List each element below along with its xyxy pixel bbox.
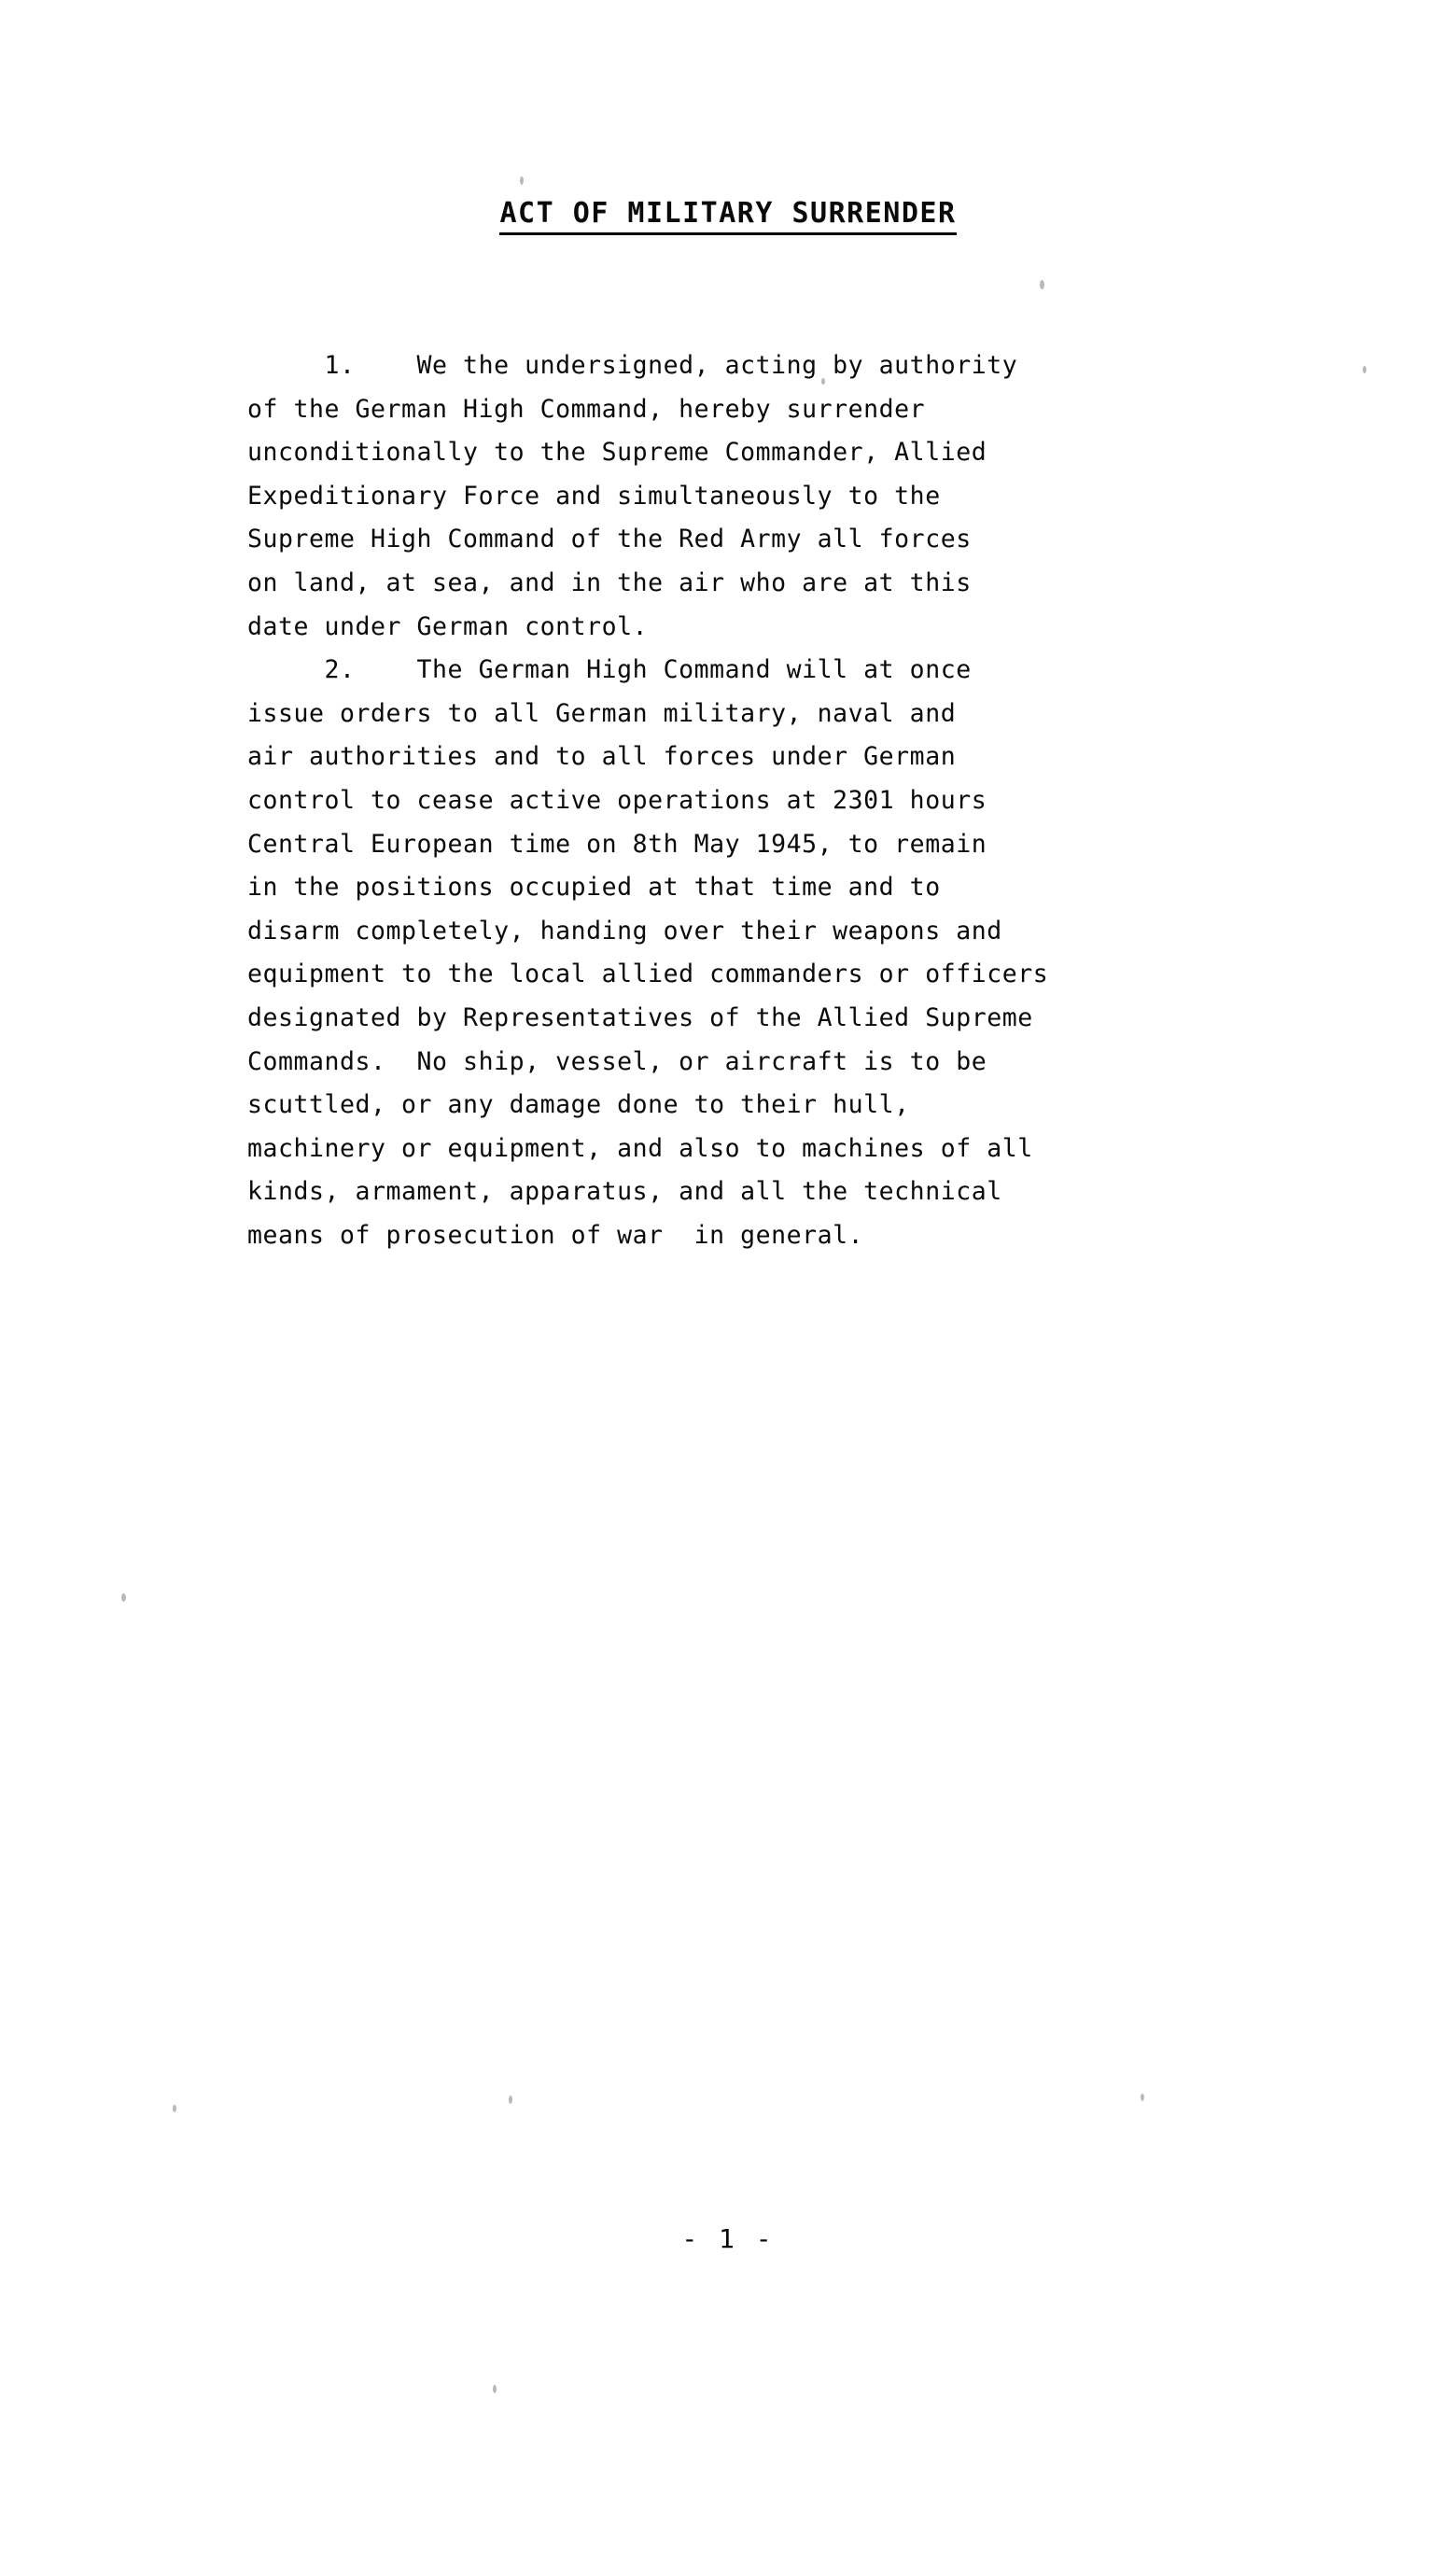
paragraph-line: Expeditionary Force and simultaneously to the (247, 481, 941, 511)
paragraph-line: control to cease active operations at 2301 hours (247, 785, 987, 815)
paragraph-line: Commands. No ship, vessel, or aircraft is to be (247, 1046, 987, 1076)
paragraph-line: designated by Representatives of the Allied Supreme (247, 1002, 1033, 1032)
paragraph-1 (247, 344, 1265, 649)
paragraph-line: Central European time on 8th May 1945, to remain (247, 829, 987, 859)
scan-speck (520, 176, 524, 185)
scan-speck (173, 2105, 176, 2112)
paragraph-line: scuttled, or any damage done to their hull, (247, 1090, 910, 1120)
paragraph-line: Supreme High Command of the Red Army all forces (247, 525, 972, 554)
paragraph-line: issue orders to all German military, naval and (247, 698, 957, 728)
page-number: - 1 - (681, 2223, 775, 2254)
paragraph-line: unconditionally to the Supreme Commander, Allied (247, 438, 987, 468)
page-title (0, 199, 1456, 235)
scan-speck (493, 2385, 497, 2393)
paragraph-line: machinery or equipment, and also to machines of all (247, 1133, 1033, 1163)
paragraph-2 (247, 649, 1265, 1257)
paragraph-line: disarm completely, handing over their weapons and (247, 916, 1002, 946)
scan-speck (1141, 2094, 1144, 2101)
paragraph-line: means of prosecution of war in general. (247, 1220, 864, 1250)
paragraph-line: air authorities and to all forces under German (247, 742, 957, 772)
paragraph-line: 1. We the undersigned, acting by authority (247, 351, 1018, 380)
scan-speck (1363, 366, 1366, 373)
scan-speck (121, 1593, 126, 1602)
page-title-text: ACT OF MILITARY SURRENDER (499, 199, 956, 235)
scan-speck (1040, 280, 1044, 289)
paragraph-line: in the positions occupied at that time and to (247, 873, 941, 903)
document-body (247, 344, 1265, 1257)
paragraph-line: on land, at sea, and in the air who are at this (247, 567, 972, 597)
paragraph-line: 2. The German High Command will at once (247, 655, 972, 685)
paragraph-line: date under German control. (247, 611, 649, 641)
paragraph-line: of the German High Command, hereby surrender (247, 394, 926, 424)
paragraph-line: kinds, armament, apparatus, and all the technical (247, 1177, 1002, 1207)
scan-speck (509, 2095, 512, 2104)
paragraph-line: equipment to the local allied commanders or officers (247, 960, 1049, 989)
